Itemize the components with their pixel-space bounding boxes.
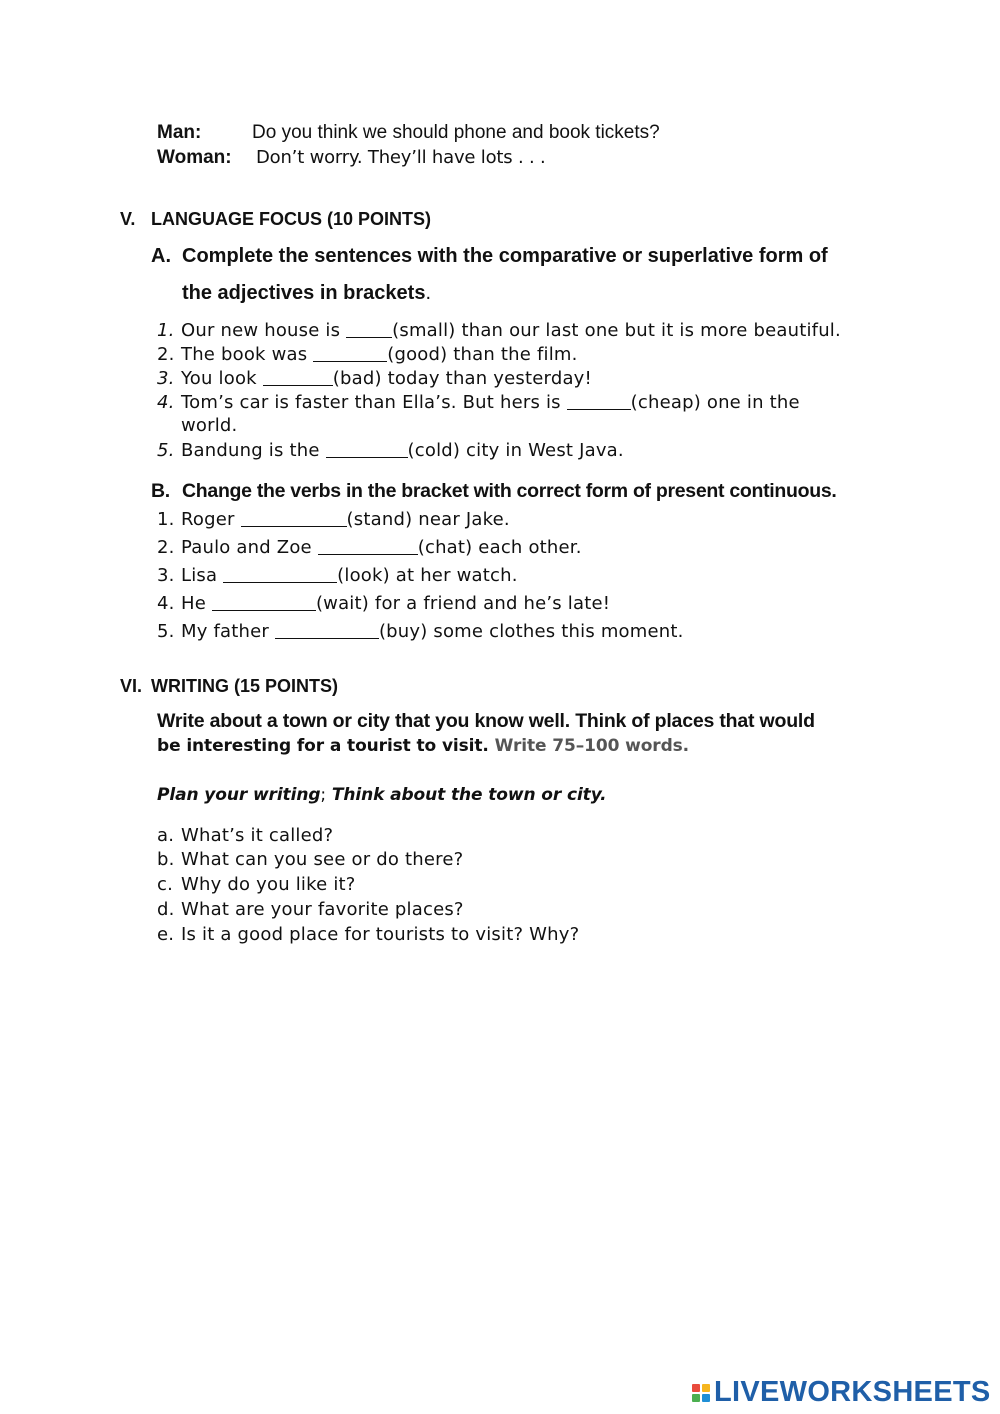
writing-prompt-line2 [157, 736, 689, 756]
item-number: 2. [157, 537, 175, 558]
item-text: world. [181, 415, 238, 436]
answer-blank[interactable] [567, 391, 631, 410]
item-text: My father [181, 621, 275, 642]
part-a-item-5 [157, 439, 624, 461]
part-b-letter: B. [151, 480, 170, 502]
speaker-man: Man: [157, 122, 202, 143]
question-text: What’s it called? [181, 825, 334, 846]
part-a-instruction-text2: the adjectives in brackets [182, 282, 426, 304]
dialogue-line-man [157, 121, 660, 144]
plan-separator: ; [320, 785, 327, 805]
part-a-instruction-text: Complete the sentences with the comparative or superlative form of [182, 245, 828, 267]
section-v-heading [120, 209, 431, 230]
item-number: 5. [157, 621, 175, 642]
item-text: (chat) each other. [417, 537, 582, 558]
part-a-letter: A. [151, 245, 171, 267]
question-letter: c. [157, 874, 174, 895]
section-v-number: V. [120, 209, 136, 229]
question-c [157, 874, 356, 895]
item-text: (buy) some clothes this moment. [378, 621, 684, 642]
section-vi-number: VI. [120, 676, 143, 696]
part-b-instruction [151, 480, 837, 503]
part-b-item-1 [157, 508, 510, 530]
question-text: Is it a good place for tourists to visit? Why? [181, 924, 580, 945]
part-b-item-2 [157, 536, 582, 558]
dialogue-text-man: Do you think we should phone and book tickets? [252, 122, 660, 143]
item-number: 3. [157, 565, 175, 586]
item-number: 1. [157, 509, 175, 530]
item-text: (look) at her watch. [337, 565, 518, 586]
question-d [157, 899, 464, 920]
dialogue-text-woman: Don’t worry. They’ll have lots . . . [256, 147, 546, 168]
item-number: 1. [157, 320, 175, 341]
liveworksheets-logo-icon [692, 1384, 710, 1402]
part-b-instruction-text: Change the verbs in the bracket with correct form of present continuous. [182, 480, 837, 502]
item-text: Our new house is [181, 320, 347, 341]
question-text: What can you see or do there? [181, 849, 464, 870]
item-text: He [181, 593, 212, 614]
logo-square [692, 1384, 700, 1392]
answer-blank[interactable] [212, 592, 316, 611]
logo-square [692, 1394, 700, 1402]
item-text: (cold) city in West Java. [407, 440, 624, 461]
item-text: You look [181, 368, 263, 389]
item-text: (good) than the film. [387, 344, 578, 365]
answer-blank[interactable] [346, 319, 392, 338]
answer-blank[interactable] [241, 508, 347, 527]
question-e [157, 924, 579, 945]
question-letter: e. [157, 924, 175, 945]
answer-blank[interactable] [263, 367, 333, 386]
part-a-instruction-line2 [182, 282, 431, 305]
part-b-item-3 [157, 564, 518, 586]
item-text: Roger [181, 509, 241, 530]
section-v-title: LANGUAGE FOCUS (10 POINTS) [151, 209, 432, 229]
part-b-item-5 [157, 620, 684, 642]
writing-prompt-text2: be interesting for a tourist to visit. [157, 736, 489, 756]
plan-label: Plan your writing [157, 785, 321, 805]
part-a-item-4-continuation [181, 415, 237, 436]
item-text: (bad) today than yesterday! [332, 368, 592, 389]
question-letter: a. [157, 825, 175, 846]
question-b [157, 849, 463, 870]
part-a-item-3 [157, 367, 592, 389]
part-a-instruction-period: . [425, 282, 432, 304]
liveworksheets-logo[interactable] [692, 1376, 991, 1409]
answer-blank[interactable] [223, 564, 337, 583]
item-text: The book was [181, 344, 314, 365]
answer-blank[interactable] [318, 536, 418, 555]
question-text: Why do you like it? [181, 874, 356, 895]
item-text: Paulo and Zoe [181, 537, 318, 558]
question-text: What are your favorite places? [181, 899, 464, 920]
item-text: Lisa [181, 565, 224, 586]
dialogue-line-woman [157, 146, 546, 169]
answer-blank[interactable] [313, 343, 387, 362]
item-number: 4. [157, 593, 175, 614]
item-text: (small) than our last one but it is more beautiful. [392, 320, 841, 341]
speaker-woman: Woman: [157, 147, 232, 168]
writing-prompt-text: Write about a town or city that you know well. Think of places that would [157, 710, 815, 732]
question-a [157, 825, 333, 846]
item-number: 5. [157, 440, 175, 461]
part-b-item-4 [157, 592, 610, 614]
logo-text: LIVEWORKSHEETS [714, 1376, 991, 1408]
writing-prompt-line1 [157, 710, 815, 733]
part-a-item-4 [157, 391, 800, 413]
item-number: 3. [157, 368, 175, 389]
item-text: Tom’s car is faster than Ella’s. But hers is [181, 392, 567, 413]
item-text: (stand) near Jake. [346, 509, 510, 530]
item-text: (wait) for a friend and he’s late! [315, 593, 611, 614]
item-text: Bandung is the [181, 440, 326, 461]
answer-blank[interactable] [275, 620, 379, 639]
logo-square [702, 1384, 710, 1392]
question-letter: b. [157, 849, 175, 870]
section-vi-heading [120, 676, 338, 697]
item-number: 4. [157, 392, 175, 413]
word-count-requirement: Write 75–100 words. [494, 736, 690, 756]
plan-text: Think about the town or city. [331, 785, 607, 805]
section-vi-title: WRITING (15 POINTS) [151, 676, 339, 696]
item-number: 2. [157, 344, 175, 365]
part-a-item-2 [157, 343, 578, 365]
logo-square [702, 1394, 710, 1402]
question-letter: d. [157, 899, 175, 920]
answer-blank[interactable] [326, 439, 408, 458]
part-a-instruction-line1 [151, 245, 828, 268]
plan-writing-line [157, 785, 606, 805]
part-a-item-1 [157, 319, 841, 341]
item-text: (cheap) one in the [630, 392, 800, 413]
